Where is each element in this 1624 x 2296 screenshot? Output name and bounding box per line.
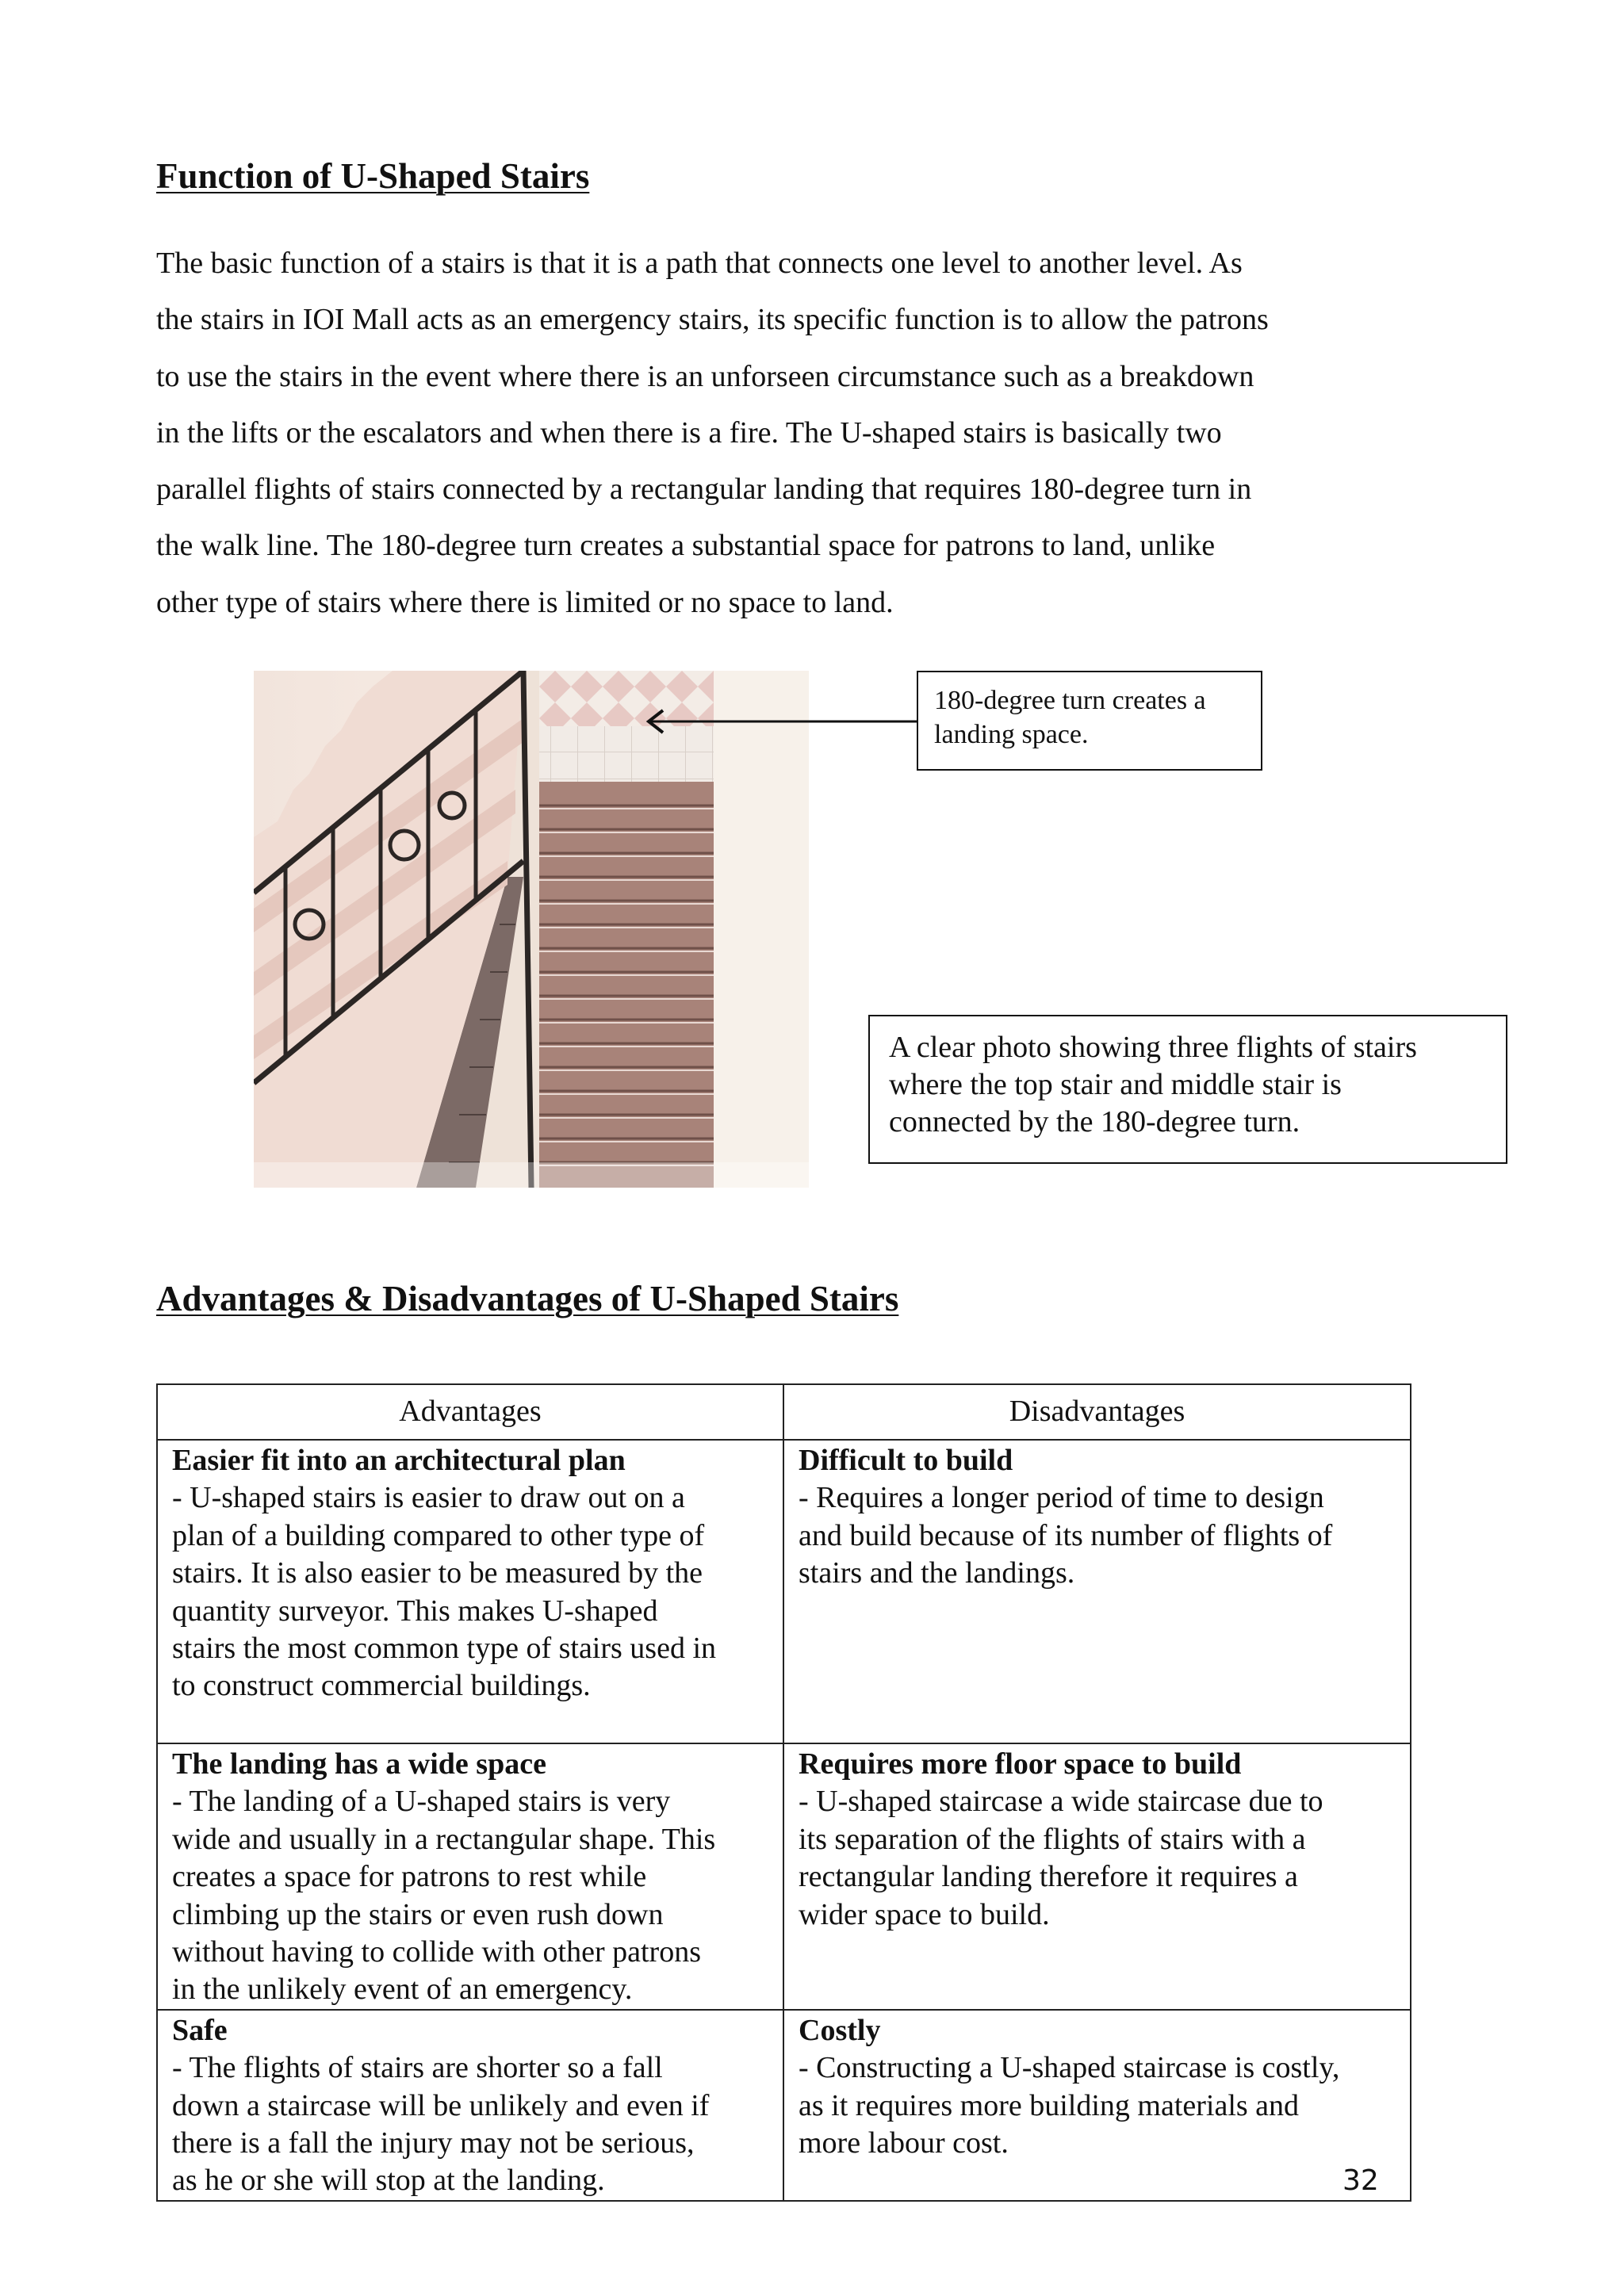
cell-line: plan of a building compared to other type of (172, 1518, 705, 1552)
cell-line: stairs. It is also easier to be measured by the (172, 1556, 703, 1590)
paragraph-line: in the lifts or the escalators and when there is a fire. The U-shaped stairs is basically two (156, 415, 1222, 450)
cell-line: in the unlikely event of an emergency. (172, 1973, 633, 2007)
cell-line: there is a fall the injury may not be serious, (172, 2126, 695, 2160)
cell-line: rectangular landing therefore it requires a (799, 1860, 1298, 1894)
cell-line: - The landing of a U-shaped stairs is very (172, 1785, 671, 1819)
cell-line: - U-shaped stairs is easier to draw out on a (172, 1481, 685, 1515)
callout-line: connected by the 180-degree turn. (889, 1105, 1300, 1138)
cell-line: and build because of its number of flights of (799, 1518, 1333, 1552)
cell-line: stairs and the landings. (799, 1556, 1075, 1590)
cell-line: its separation of the flights of stairs with a (799, 1822, 1306, 1856)
advantage-title: Safe (172, 2013, 228, 2047)
cell-line: - Requires a longer period of time to design (799, 1481, 1324, 1515)
header-disadvantages: Disadvantages (783, 1384, 1411, 1440)
cell-line: down a staircase will be unlikely and even if (172, 2088, 710, 2122)
arrow-icon (642, 706, 920, 737)
table-row (157, 1743, 1411, 2010)
cell-line: - The flights of stairs are shorter so a fall (172, 2051, 663, 2085)
disadvantage-title: Difficult to build (799, 1444, 1013, 1477)
cell-line: more labour cost. (799, 2126, 1009, 2160)
disadvantage-title: Costly (799, 2013, 881, 2047)
cell-line: as he or she will stop at the landing. (172, 2164, 605, 2198)
table-header-row (157, 1384, 1411, 1440)
stairs-photo (254, 671, 809, 1188)
disadvantage-cell (783, 1440, 1411, 1743)
advantage-cell (157, 2010, 783, 2201)
advantage-cell (157, 1743, 783, 2010)
paragraph-line: other type of stairs where there is limited or no space to land. (156, 585, 894, 619)
cell-line: creates a space for patrons to rest while (172, 1860, 647, 1894)
cell-line: - Constructing a U-shaped staircase is costly, (799, 2051, 1340, 2085)
function-paragraph (156, 243, 1393, 638)
table-row (157, 2010, 1411, 2201)
callout-line: where the top stair and middle stair is (889, 1068, 1342, 1101)
paragraph-line: The basic function of a stairs is that it is a path that connects one level to another level. As (156, 247, 1243, 280)
advantage-title: The landing has a wide space (172, 1747, 546, 1781)
section-title-function: Function of U-Shaped Stairs (156, 156, 590, 196)
cell-line: quantity surveyor. This makes U-shaped (172, 1594, 658, 1628)
advantages-table (156, 1383, 1411, 2202)
cell-line: wide and usually in a rectangular shape. This (172, 1822, 716, 1856)
callout-line: 180-degree turn creates a (934, 686, 1206, 715)
disadvantage-cell (783, 2010, 1411, 2201)
disadvantage-title: Requires more floor space to build (799, 1747, 1242, 1781)
callout-landing-space (917, 671, 1262, 771)
cell-line: climbing up the stairs or even rush down (172, 1897, 664, 1931)
cell-line: stairs the most common type of stairs used in (172, 1632, 717, 1666)
cell-line: as it requires more building materials and (799, 2088, 1300, 2122)
cell-line: without having to collide with other patrons (172, 1935, 702, 1969)
disadvantage-cell (783, 1743, 1411, 2010)
callout-line: landing space. (934, 720, 1089, 749)
table-row (157, 1440, 1411, 1743)
callout-line: A clear photo showing three flights of stairs (889, 1031, 1417, 1064)
paragraph-line: the stairs in IOI Mall acts as an emergency stairs, its specific function is to allow the patrons (156, 303, 1269, 337)
advantage-title: Easier fit into an architectural plan (172, 1444, 626, 1477)
paragraph-line: the walk line. The 180-degree turn creates a substantial space for patrons to land, unlike (156, 529, 1216, 563)
callout-photo-caption (868, 1015, 1507, 1164)
section-title-advantages: Advantages & Disadvantages of U-Shaped Stairs (156, 1279, 899, 1318)
cell-line: wider space to build. (799, 1897, 1050, 1931)
cell-line: - U-shaped staircase a wide staircase due to (799, 1785, 1323, 1819)
paragraph-line: parallel flights of stairs connected by a rectangular landing that requires 180-degree turn in (156, 473, 1252, 507)
cell-line: to construct commercial buildings. (172, 1669, 591, 1703)
header-advantages: Advantages (157, 1384, 783, 1440)
page-number: 32 (1342, 2164, 1379, 2197)
paragraph-line: to use the stairs in the event where there is an unforseen circumstance such as a breakdown (156, 359, 1254, 393)
advantage-cell (157, 1440, 783, 1743)
